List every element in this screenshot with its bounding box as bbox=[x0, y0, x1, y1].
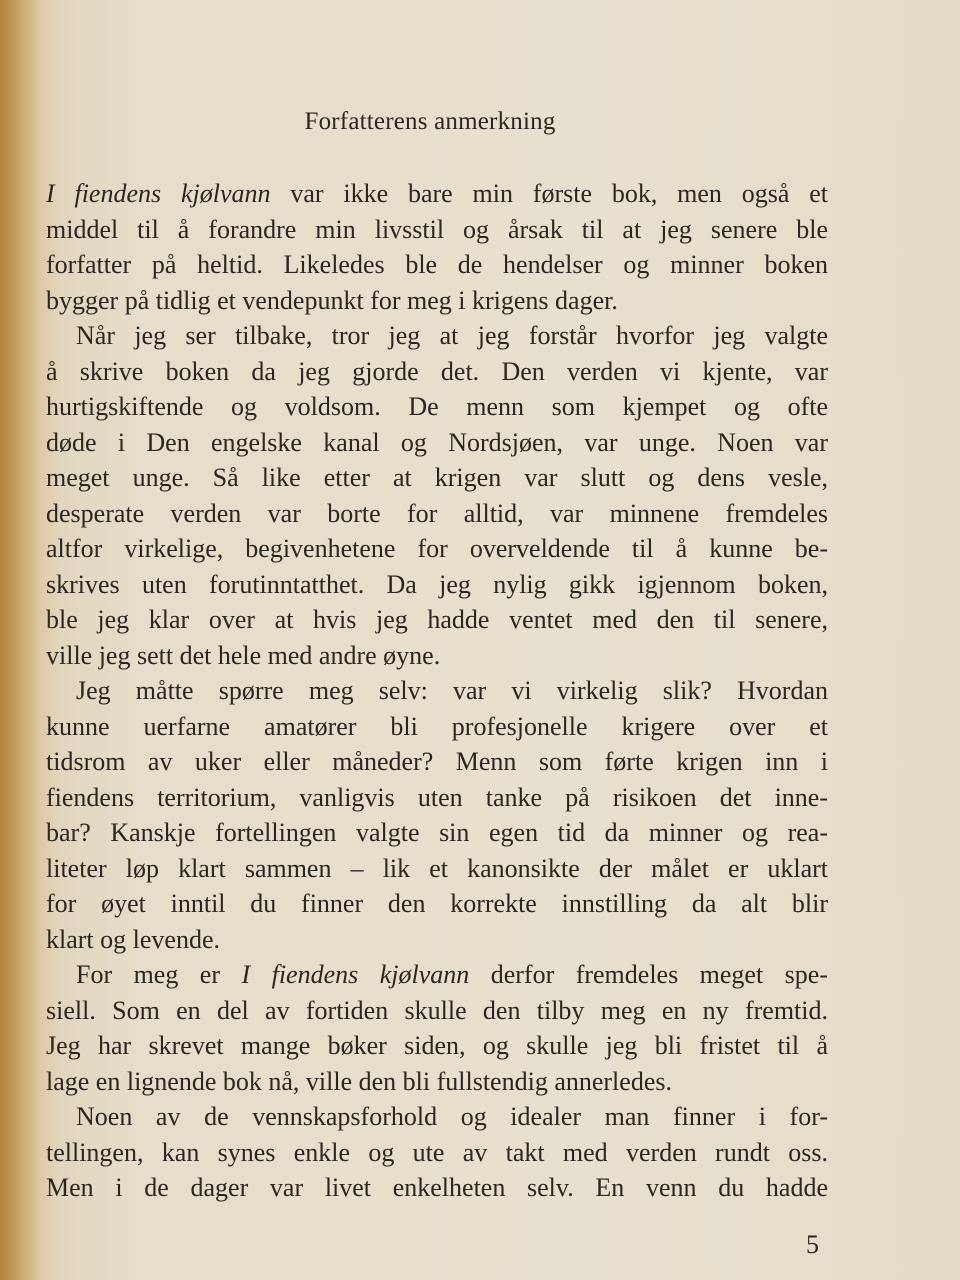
page-gutter-shadow bbox=[0, 0, 40, 1280]
text-line: desperate verden var borte for alltid, var minnene fremdeles bbox=[46, 498, 828, 528]
text-line: middel til å forandre min livsstil og årsak til at jeg senere ble bbox=[46, 214, 828, 244]
page-number: 5 bbox=[806, 1230, 819, 1259]
text-line: døde i Den engelske kanal og Nordsjøen, var unge. Noen var bbox=[46, 427, 828, 457]
text-line: tidsrom av uker eller måneder? Menn som førte krigen inn i bbox=[46, 747, 828, 776]
text-line: Men i de dager var livet enkelheten selv. En venn du hadde bbox=[46, 1173, 828, 1202]
text-line: fiendens territorium, vanligvis uten tanke på risikoen det inne- bbox=[46, 782, 828, 812]
book-title-italic: I fiendens kjølvann bbox=[46, 179, 271, 208]
text-line: Noen av de vennskapsforhold og idealer man finner i for- bbox=[76, 1102, 828, 1131]
text-line: hurtigskiftende og voldsom. De menn som kjempet og ofte bbox=[46, 392, 828, 421]
text-line: For meg er I fiendens kjølvann derfor fremdeles meget spe- bbox=[76, 960, 828, 989]
text-line: forfatter på heltid. Likeledes ble de hendelser og minner boken bbox=[46, 250, 828, 279]
text-line: å skrive boken da jeg gjorde det. Den verden vi kjente, var bbox=[46, 356, 828, 386]
text-line: ville jeg sett det hele med andre øyne. bbox=[46, 640, 441, 670]
text-line: klart og levende. bbox=[46, 924, 220, 954]
text-line: ble jeg klar over at hvis jeg hadde ventet med den til senere, bbox=[46, 605, 828, 634]
text-line: tellingen, kan synes enkle og ute av takt med verden rundt oss. bbox=[46, 1137, 828, 1167]
book-title-italic: I fiendens kjølvann bbox=[241, 960, 470, 989]
text-line: skrives uten forutinntatthet. Da jeg nylig gikk igjennom boken, bbox=[46, 569, 828, 599]
text-line: Jeg har skrevet mange bøker siden, og skulle jeg bli fristet til å bbox=[46, 1031, 828, 1060]
page-title: Forfatterens anmerkning bbox=[304, 108, 556, 135]
text-line: bygger på tidlig et vendepunkt for meg i krigens dager. bbox=[46, 285, 618, 315]
text-line: I fiendens kjølvann var ikke bare min første bok, men også et bbox=[46, 179, 828, 208]
text-line: altfor virkelige, begivenhetene for overveldende til å kunne be- bbox=[46, 534, 828, 563]
text-line: kunne uerfarne amatører bli profesjonelle krigere over et bbox=[46, 711, 828, 741]
text-line: meget unge. Så like etter at krigen var slutt og dens vesle, bbox=[46, 463, 828, 492]
text-line: lage en lignende bok nå, ville den bli fullstendig annerledes. bbox=[46, 1066, 672, 1096]
text-line: Når jeg ser tilbake, tror jeg at jeg forstår hvorfor jeg valgte bbox=[76, 321, 828, 350]
text-line: bar? Kanskje fortellingen valgte sin egen tid da minner og rea- bbox=[46, 818, 828, 847]
text-line: siell. Som en del av fortiden skulle den tilby meg en ny fremtid. bbox=[46, 995, 828, 1025]
text-line: liteter løp klart sammen – lik et kanonsikte der målet er uklart bbox=[46, 853, 828, 883]
body-text bbox=[46, 176, 828, 1206]
text-line: for øyet inntil du finner den korrekte innstilling da alt blir bbox=[46, 889, 828, 918]
text-line: Jeg måtte spørre meg selv: var vi virkelig slik? Hvordan bbox=[76, 676, 828, 705]
